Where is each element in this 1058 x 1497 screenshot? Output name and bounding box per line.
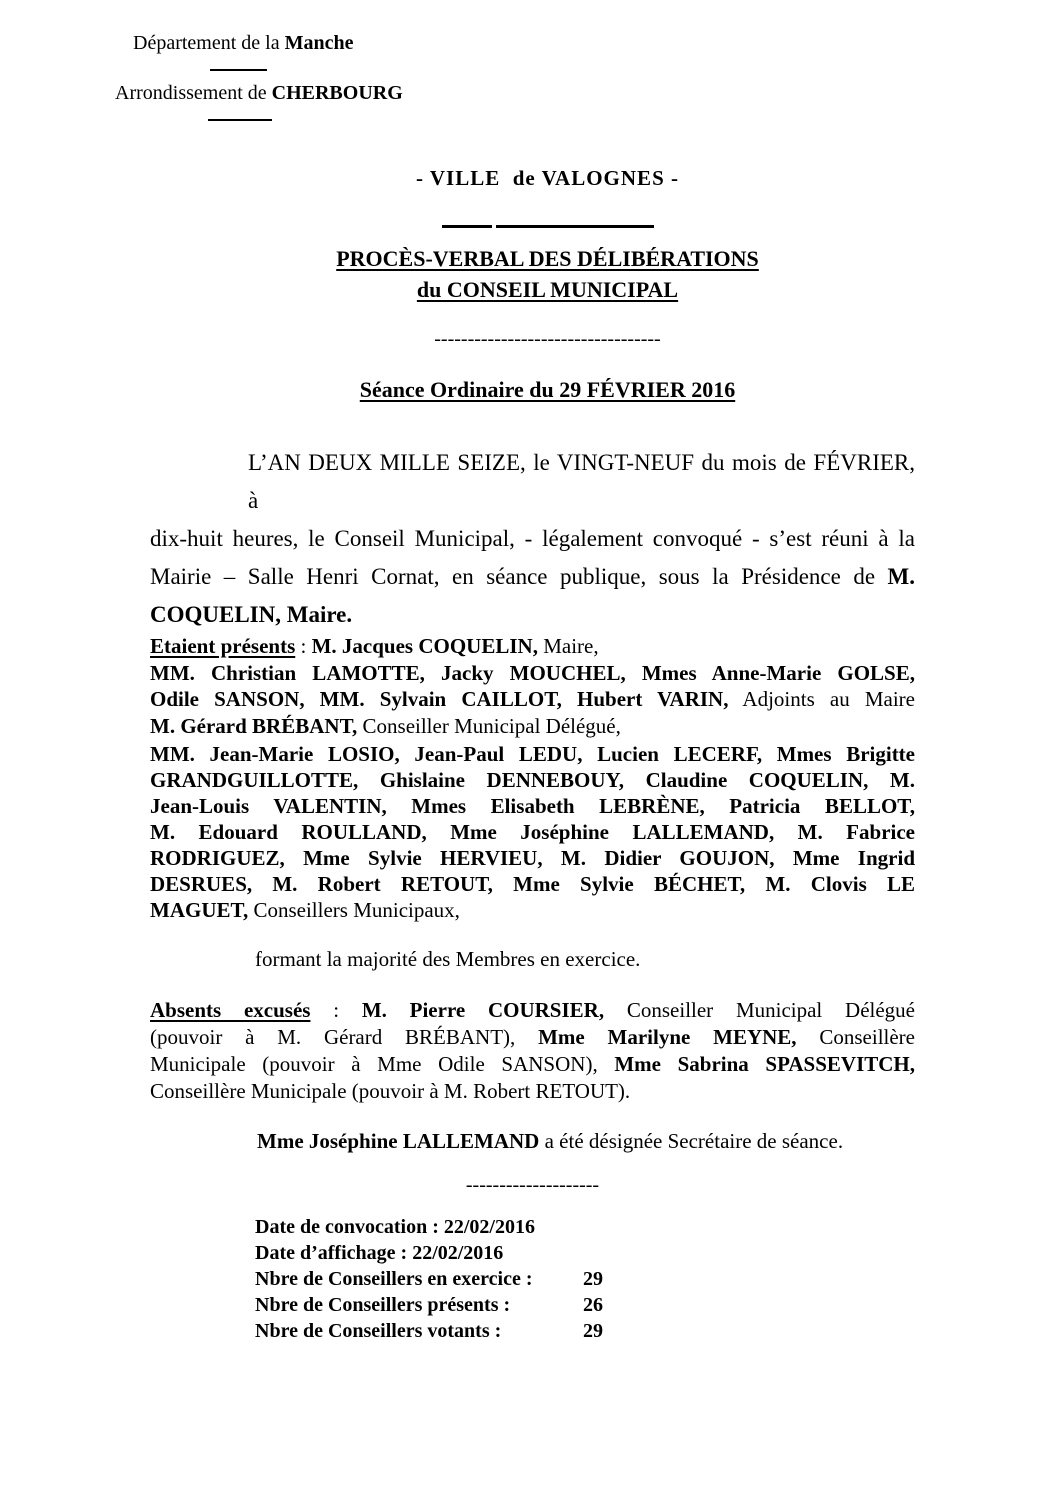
text-line xyxy=(150,1051,915,1078)
title-rule-segment xyxy=(496,225,654,228)
text-line xyxy=(150,558,915,596)
absents-paragraph xyxy=(150,997,915,1105)
info-label: Nbre de Conseillers en exercice : xyxy=(255,1268,533,1290)
title-block xyxy=(150,0,945,440)
intro-paragraph xyxy=(150,444,915,634)
header-arrondissement-name: CHERBOURG xyxy=(271,82,403,104)
meeting-info-block xyxy=(255,1214,603,1344)
text-run: MM. Christian LAMOTTE, Jacky MOUCHEL, Mmes Anne-Marie GOLSE, xyxy=(150,660,915,685)
text-run: Conseillers Municipaux, xyxy=(248,898,460,922)
text-line xyxy=(150,819,915,845)
text-run: Conseiller Municipal Délégué, xyxy=(357,713,621,738)
info-label: Date de convocation : xyxy=(255,1216,439,1238)
text-run: : xyxy=(295,634,312,658)
text-run: Conseillère xyxy=(796,1025,915,1049)
header-arrondissement-prefix: Arrondissement de xyxy=(115,82,272,104)
header-department-name: Manche xyxy=(284,32,354,54)
text-run: Adjoints au Maire xyxy=(728,687,915,711)
dashed-separator-long: ---------------------------------- xyxy=(434,328,661,350)
text-run: COQUELIN, Maire. xyxy=(150,602,353,627)
text-line xyxy=(150,1024,915,1051)
text-run: (pouvoir à M. Gérard BRÉBANT), xyxy=(150,1025,539,1049)
session-title xyxy=(150,377,945,403)
text-line xyxy=(150,767,915,793)
info-value: 26 xyxy=(583,1294,603,1316)
text-line xyxy=(150,633,915,660)
text-line xyxy=(150,686,915,713)
info-row xyxy=(255,1214,603,1240)
text-line xyxy=(150,1128,915,1154)
text-run: MM. Jean-Marie LOSIO, Jean-Paul LEDU, Lucien LECERF, Mmes Brigitte xyxy=(150,742,915,766)
text-run: Odile SANSON, MM. Sylvain CAILLOT, Hubert VARIN, xyxy=(150,687,729,711)
dashed-separator-short: -------------------- xyxy=(465,1174,600,1196)
info-label: Nbre de Conseillers votants : xyxy=(255,1320,502,1342)
session-title-text: Séance Ordinaire du 29 FÉVRIER 2016 xyxy=(359,377,736,402)
text-line xyxy=(150,897,915,923)
text-line xyxy=(150,713,915,740)
text-run: RODRIGUEZ, Mme Sylvie HERVIEU, M. Didier GOUJON, Mme Ingrid xyxy=(150,846,915,870)
info-row xyxy=(255,1318,603,1344)
text-line xyxy=(150,997,915,1024)
present-paragraph-a xyxy=(150,633,915,739)
text-run: MAGUET, xyxy=(150,898,249,922)
text-line xyxy=(150,520,915,558)
text-run: DESRUES, M. Robert RETOUT, Mme Sylvie BÉCHET, M. Clovis LE xyxy=(150,872,915,896)
info-row xyxy=(255,1266,603,1292)
document-title-line-1: PROCÈS-VERBAL DES DÉLIBÉRATIONS xyxy=(336,246,759,271)
text-run: M. Gérard BRÉBANT, xyxy=(150,713,358,738)
text-line xyxy=(150,845,915,871)
title-rule xyxy=(150,225,945,228)
text-line xyxy=(150,444,915,520)
text-run: GRANDGUILLOTTE, Ghislaine DENNEBOUY, Claudine COQUELIN, M. xyxy=(150,768,915,792)
text-run: dix-huit heures, le Conseil Municipal, - légalement convoqué - s’est réuni à la xyxy=(150,526,915,551)
text-line xyxy=(150,596,915,634)
info-label: Nbre de Conseillers présents : xyxy=(255,1294,511,1316)
quorum-line xyxy=(150,946,915,972)
text-run: Absents excusés xyxy=(150,998,311,1022)
text-run: Maire, xyxy=(537,634,599,658)
info-row xyxy=(255,1292,603,1318)
text-run: Jean-Louis VALENTIN, Mmes Elisabeth LEBRÈNE, Patricia BELLOT, xyxy=(150,794,915,818)
text-line xyxy=(150,793,915,819)
text-run: M. Jacques COQUELIN, xyxy=(311,634,538,658)
info-row xyxy=(255,1240,603,1266)
info-label: Date d’affichage : xyxy=(255,1242,408,1264)
document-title xyxy=(150,243,945,305)
text-run: Etaient présents xyxy=(150,634,296,658)
info-value: 29 xyxy=(583,1268,603,1290)
text-run: a été désignée Secrétaire de séance. xyxy=(539,1129,844,1153)
text-line xyxy=(150,741,915,767)
text-run: Municipale (pouvoir à Mme Odile SANSON), xyxy=(150,1052,615,1076)
info-value: 22/02/2016 xyxy=(443,1216,535,1238)
info-value: 22/02/2016 xyxy=(412,1242,504,1264)
text-run: Conseillère Municipale (pouvoir à M. Robert RETOUT). xyxy=(150,1079,631,1103)
text-run: formant la majorité des Membres en exercice. xyxy=(255,947,641,971)
text-run: Mme Marilyne MEYNE, xyxy=(538,1025,797,1049)
text-line xyxy=(150,1078,915,1105)
text-run: L’AN DEUX MILLE SEIZE, le VINGT-NEUF du mois de FÉVRIER, à xyxy=(248,450,915,513)
present-paragraph-b xyxy=(150,741,915,923)
city-title: - VILLE de VALOGNES - xyxy=(416,166,679,190)
title-rule-segment xyxy=(442,225,492,228)
text-run: Mairie – Salle Henri Cornat, en séance publique, sous la Présidence de xyxy=(150,564,888,589)
secretary-line xyxy=(150,1128,915,1154)
text-run: M. Edouard ROULLAND, Mme Joséphine LALLEMAND, M. Fabrice xyxy=(150,820,915,844)
text-line xyxy=(150,660,915,687)
text-run: Conseiller Municipal Délégué xyxy=(604,998,915,1022)
text-line xyxy=(150,946,915,972)
info-value: 29 xyxy=(583,1320,603,1342)
text-run: M. xyxy=(887,564,915,589)
text-run: Mme Sabrina SPASSEVITCH, xyxy=(614,1052,915,1076)
text-run: : xyxy=(310,998,362,1022)
document-title-line-2: du CONSEIL MUNICIPAL xyxy=(416,277,679,302)
header-department-prefix: Département de la xyxy=(133,32,285,54)
text-line xyxy=(150,871,915,897)
text-run: M. Pierre COURSIER, xyxy=(361,998,605,1022)
text-run: Mme Joséphine LALLEMAND xyxy=(257,1129,540,1153)
